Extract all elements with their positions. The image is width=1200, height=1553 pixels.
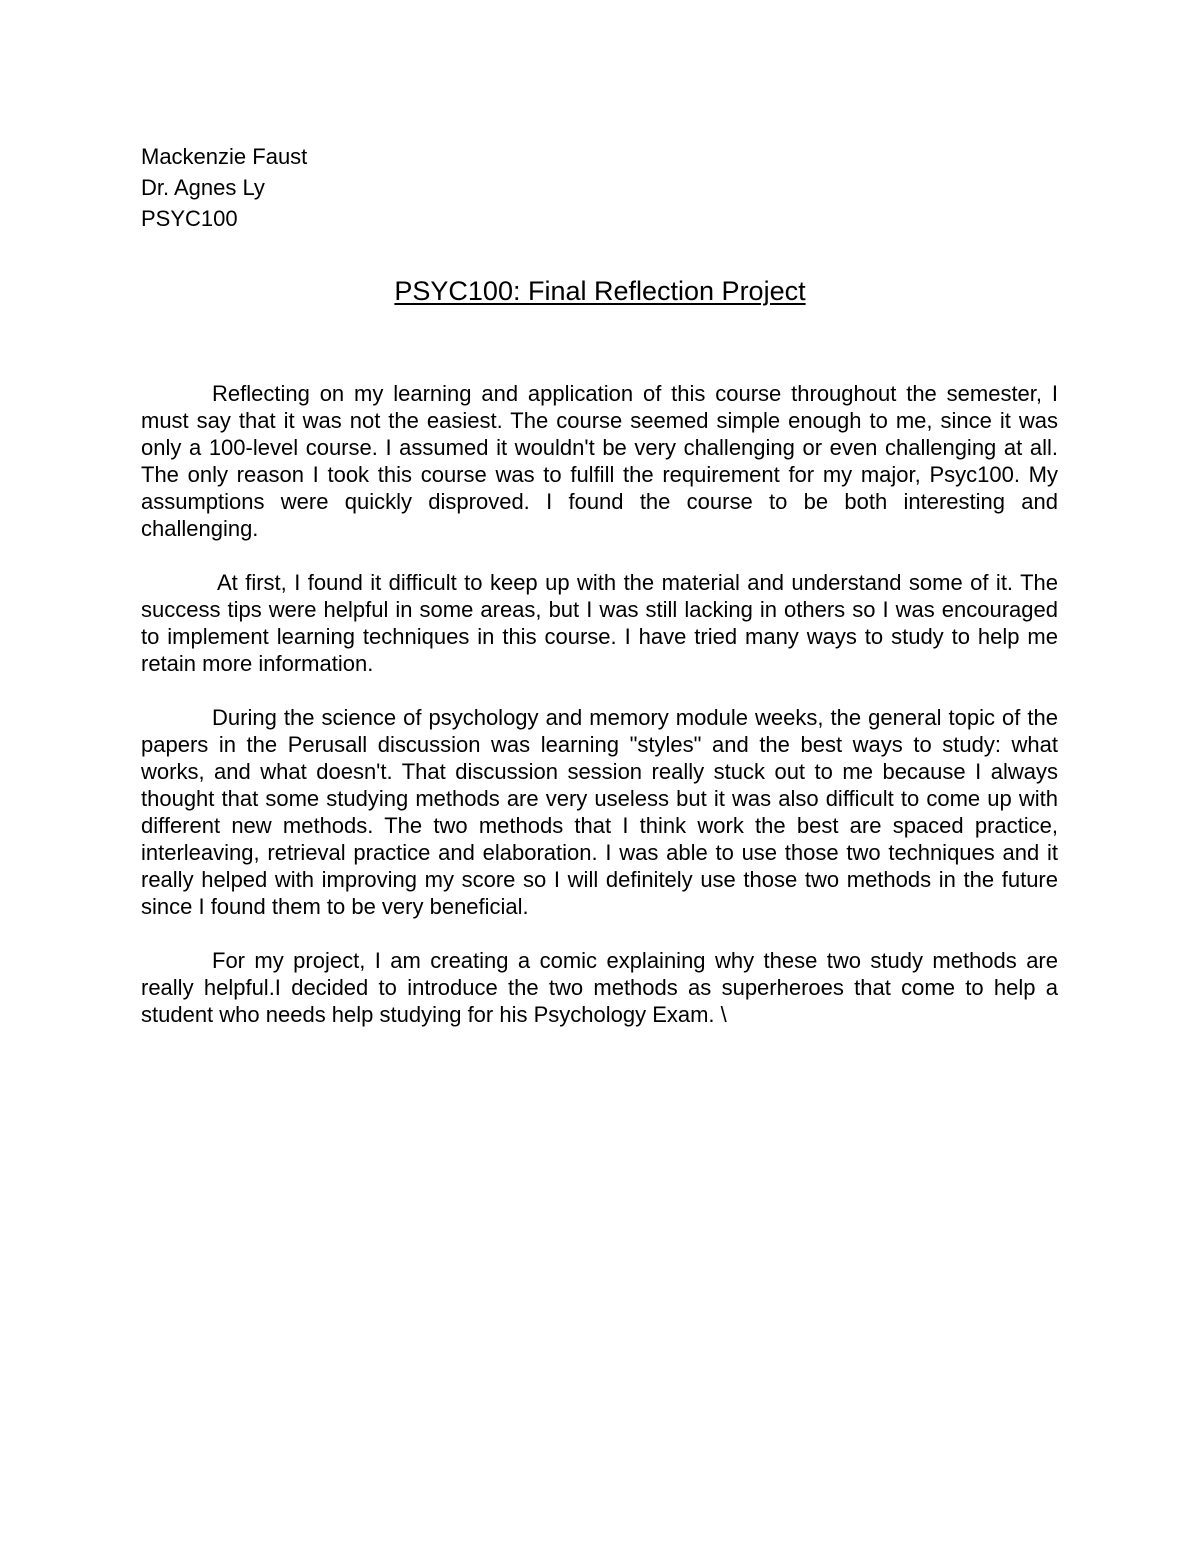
header-block	[141, 141, 307, 234]
author-name: Mackenzie Faust	[141, 144, 308, 169]
paragraph-4: For my project, I am creating a comic explaining why these two study methods are really helpful.I decided to introduce the two methods as superheroes that come to help a student who needs help studying for his Psychology Exam. \	[141, 948, 1058, 1027]
paragraph-2: At first, I found it difficult to keep up with the material and understand some of it. The success tips were helpful in some areas, but I was still lacking in others so I was encouraged to implement learning techniques in this course. I have tried many ways to study to help me retain more information.	[141, 570, 1058, 676]
course-code: PSYC100	[141, 206, 238, 231]
paragraph-1: Reflecting on my learning and application of this course throughout the semester, I must say that it was not the easiest. The course seemed simple enough to me, since it was only a 100-level course. I assumed it wouldn't be very challenging or even challenging at all. The only reason I took this course was to fulfill the requirement for my major, Psyc100. My assumptions were quickly disproved. I found the course to be both interesting and challenging.	[141, 381, 1058, 541]
document-title: PSYC100: Final Reflection Project	[394, 276, 806, 306]
instructor-name: Dr. Agnes Ly	[141, 175, 265, 200]
document-body	[141, 380, 1058, 1055]
paragraph-3: During the science of psychology and memory module weeks, the general topic of the papers in the Perusall discussion was learning "styles" and the best ways to study: what works, and what doesn't. That discussion session really stuck out to me because I always thought that some studying methods are very useless but it was also difficult to come up with different new methods. The two methods that I think work the best are spaced practice, interleaving, retrieval practice and elaboration. I was able to use those two techniques and it really helped with improving my score so I will definitely use those two methods in the future since I found them to be very beneficial.	[141, 705, 1058, 919]
